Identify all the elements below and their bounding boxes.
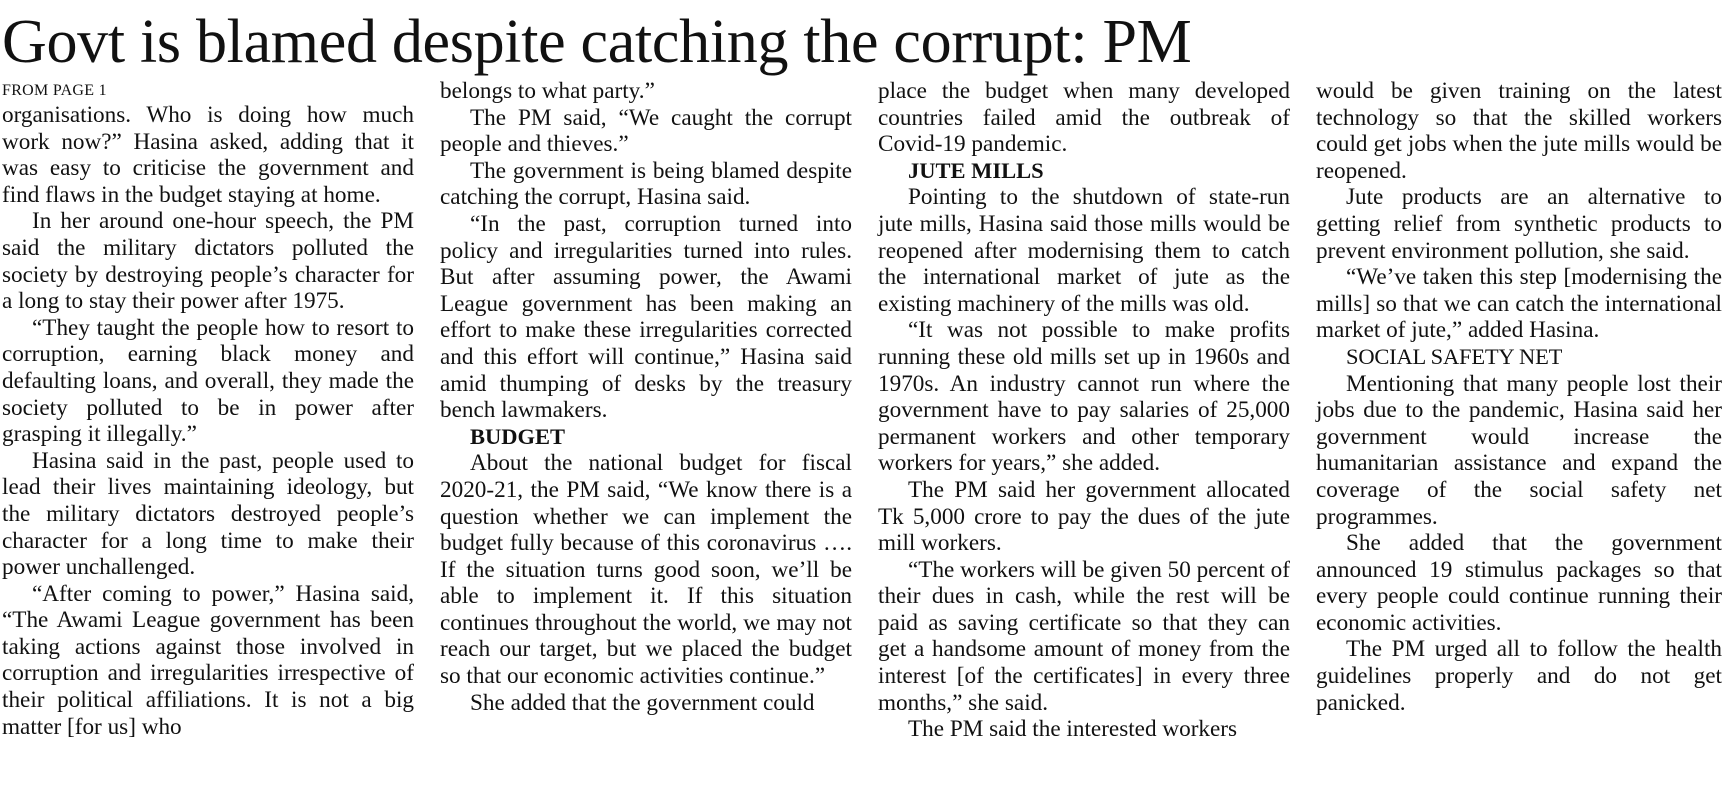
article-paragraph: Hasina said in the past, people used to lead their lives maintaining ideology, but the military dictators destroyed people’s character for a long time to make their power unchallenged. bbox=[2, 447, 414, 581]
section-subhead: BUDGET bbox=[470, 423, 566, 449]
article-paragraph: belongs to what party.” bbox=[440, 78, 655, 104]
article-paragraph: About the national budget for fiscal 2020-21, the PM said, “We know there is a question whether we can implement the budget fully because of this coronavirus …. If the situation turns good soon, we’ll be able to implement it. If this situation continues throughout the world, we may not reach our target, but we placed the budget so that our economic activities continue.” bbox=[440, 450, 852, 690]
article-paragraph: “After coming to power,” Hasina said, “The Awami League government has been taking actions against those involved in corruption and irregularities irrespective of their political affiliations. It is not a big matter [for us] who bbox=[2, 580, 414, 740]
article-paragraph: Pointing to the shutdown of state-run jute mills, Hasina said those mills would be reopened after modernising them to catch the international market of jute as the existing machinery of the mills was old. bbox=[878, 184, 1290, 317]
headline: Govt is blamed despite catching the corrupt: PM bbox=[2, 8, 1192, 76]
article-paragraph: She added that the government announced 19 stimulus packages so that every people could continue running their economic activities. bbox=[1316, 530, 1722, 636]
article-column-2 bbox=[440, 78, 852, 716]
article-paragraph: The PM urged all to follow the health guidelines properly and do not get panicked. bbox=[1316, 636, 1722, 716]
column-body bbox=[440, 78, 852, 716]
article-paragraph: The PM said her government allocated Tk 5,000 crore to pay the dues of the jute mill workers. bbox=[878, 476, 1290, 557]
column-body bbox=[2, 102, 414, 740]
article-paragraph: Mentioning that many people lost their jobs due to the pandemic, Hasina said her government would increase the humanitarian assistance and expand the coverage of the social safety net programmes. bbox=[1316, 370, 1722, 530]
section-subhead: SOCIAL SAFETY NET bbox=[1346, 343, 1563, 369]
article-paragraph: Jute products are an alternative to getting relief from synthetic products to prevent environment pollution, she said. bbox=[1316, 184, 1722, 264]
article-column-4 bbox=[1316, 78, 1722, 716]
article-paragraph: “We’ve taken this step [modernising the mills] so that we can catch the international market of jute,” added Hasina. bbox=[1316, 264, 1722, 344]
article-paragraph: place the budget when many developed countries failed amid the outbreak of Covid-19 pandemic. bbox=[878, 78, 1290, 158]
article-paragraph: “The workers will be given 50 percent of their dues in cash, while the rest will be paid as saving certificate so that they can get a handsome amount of money from the interest [of the certificates] in every three months,” she said. bbox=[878, 556, 1290, 716]
column-body bbox=[1316, 78, 1722, 716]
article-column-3 bbox=[878, 78, 1290, 743]
article-paragraph: The government is being blamed despite catching the corrupt, Hasina said. bbox=[440, 157, 852, 211]
article-paragraph: She added that the government could bbox=[470, 689, 815, 716]
section-subhead: JUTE MILLS bbox=[908, 157, 1044, 183]
article-paragraph: “In the past, corruption turned into policy and irregularities turned into rules. But after assuming power, the Awami League government has been making an effort to make these irregularities corrected and this effort will continue,” Hasina said amid thumping of desks by the treasury bench lawmakers. bbox=[440, 210, 852, 424]
column-body bbox=[878, 78, 1290, 743]
dateline: FROM PAGE 1 bbox=[2, 82, 107, 99]
article-paragraph: The PM said the interested workers bbox=[908, 716, 1238, 743]
article-paragraph: “They taught the people how to resort to corruption, earning black money and defaulting loans, and overall, they made the society polluted to be in power after grasping it illegally.” bbox=[2, 314, 414, 448]
article-column-1 bbox=[2, 78, 414, 740]
article-paragraph: The PM said, “We caught the corrupt people and thieves.” bbox=[440, 104, 852, 158]
article-paragraph: would be given training on the latest technology so that the skilled workers could get jobs when the jute mills would be reopened. bbox=[1316, 78, 1722, 184]
article-paragraph: “It was not possible to make profits running these old mills set up in 1960s and 1970s. An industry cannot run where the government have to pay salaries of 25,000 permanent workers and other temporary workers for years,” she added. bbox=[878, 317, 1290, 477]
article-paragraph: In her around one-hour speech, the PM said the military dictators polluted the society by destroying people’s character for a long to stay their power after 1975. bbox=[2, 208, 414, 315]
article-paragraph: organisations. Who is doing how much work now?” Hasina asked, adding that it was easy to criticise the government and find flaws in the budget staying at home. bbox=[2, 102, 414, 208]
